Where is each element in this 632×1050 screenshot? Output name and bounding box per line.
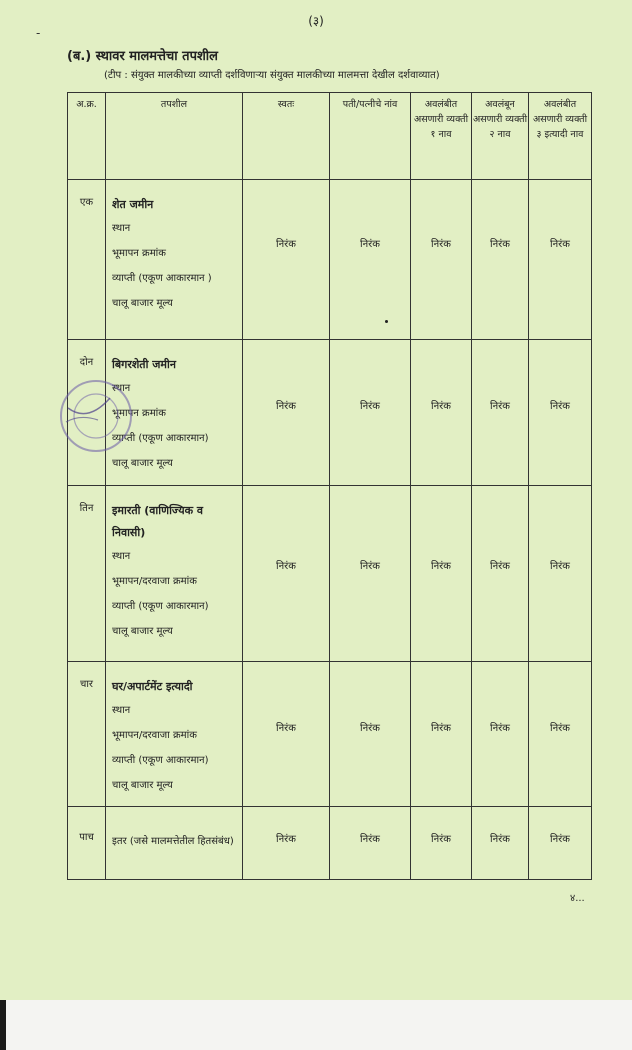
item-field: चालू बाजार मूल्य	[112, 780, 173, 791]
value-text: निरंक	[431, 561, 451, 572]
margin-mark: -	[36, 26, 41, 40]
page-number: (३)	[308, 14, 324, 28]
official-seal-stamp	[58, 378, 134, 454]
value-dependent-3	[529, 180, 592, 340]
item-title: शेत जमीन	[112, 198, 154, 211]
header-dependent-1: अवलंबीत असणारी व्यक्ती १ नाव	[411, 93, 472, 180]
value-text: निरंक	[550, 239, 570, 250]
header-self: स्वतः	[243, 93, 330, 180]
value-dependent-2	[472, 807, 529, 880]
row-details	[106, 807, 243, 880]
value-text: निरंक	[360, 723, 380, 734]
value-self	[243, 340, 330, 486]
value-dependent-2	[472, 180, 529, 340]
row-number: तिन	[68, 486, 106, 662]
value-dependent-3	[529, 340, 592, 486]
item-title: इतर (जसे मालमत्तेतील हितसंबंध)	[112, 836, 234, 847]
value-text: निरंक	[276, 239, 296, 250]
row-number: दोन	[68, 340, 106, 486]
header-spouse: पती/पत्नीचे नांव	[330, 93, 411, 180]
value-text: निरंक	[550, 834, 570, 845]
item-field: चालू बाजार मूल्य	[112, 298, 173, 309]
row-number: चार	[68, 662, 106, 807]
value-text: निरंक	[276, 401, 296, 412]
value-dependent-2	[472, 486, 529, 662]
item-field: भूमापन क्रमांक	[112, 248, 166, 259]
value-text: निरंक	[276, 723, 296, 734]
item-field: स्थान	[112, 705, 131, 716]
value-spouse	[330, 180, 411, 340]
value-spouse	[330, 662, 411, 807]
header-dependent-2: अवलंबून असणारी व्यक्ती २ नाव	[472, 93, 529, 180]
row-number: पाच	[68, 807, 106, 880]
value-text: निरंक	[550, 561, 570, 572]
item-field: चालू बाजार मूल्य	[112, 458, 173, 469]
value-text: निरंक	[360, 239, 380, 250]
value-self	[243, 486, 330, 662]
row-details	[106, 180, 243, 340]
row-details	[106, 486, 243, 662]
value-text: निरंक	[276, 834, 296, 845]
value-spouse	[330, 486, 411, 662]
row-details	[106, 662, 243, 807]
item-field: व्याप्ती (एकूण आकारमान )	[112, 273, 212, 284]
value-text: निरंक	[431, 401, 451, 412]
header-sr-no: अ.क्र.	[68, 93, 106, 180]
item-field: व्याप्ती (एकूण आकारमान)	[112, 433, 209, 444]
value-text: निरंक	[490, 239, 510, 250]
value-dependent-2	[472, 340, 529, 486]
value-dependent-1	[411, 180, 472, 340]
item-field: भूमापन/दरवाजा क्रमांक	[112, 730, 197, 741]
immovable-property-table	[67, 92, 592, 880]
table-row	[68, 180, 592, 340]
section-title: (ब.) स्थावर मालमत्तेचा तपशील	[67, 49, 218, 64]
continuation-marker: ४...	[570, 893, 585, 904]
value-text: निरंक	[431, 239, 451, 250]
value-text: निरंक	[360, 561, 380, 572]
section-note: (टीप : संयुक्त मालकीच्या व्याप्ती दर्शविणाऱ्या संयुक्त मालकीच्या मालमत्ता देखील दर्शवाव्यात)	[104, 70, 440, 81]
item-field: चालू बाजार मूल्य	[112, 626, 173, 637]
table-row	[68, 340, 592, 486]
value-text: निरंक	[550, 723, 570, 734]
value-dependent-3	[529, 486, 592, 662]
value-text: निरंक	[431, 834, 451, 845]
value-text: निरंक	[490, 723, 510, 734]
table-header-row	[68, 93, 592, 180]
item-title: इमारती (वाणिज्यिक व निवासी)	[112, 504, 203, 539]
item-field: स्थान	[112, 223, 131, 234]
scanner-edge	[0, 1000, 6, 1050]
value-text: निरंक	[490, 834, 510, 845]
header-details: तपशील	[106, 93, 243, 180]
value-dependent-3	[529, 807, 592, 880]
value-spouse	[330, 807, 411, 880]
row-number: एक	[68, 180, 106, 340]
item-field: व्याप्ती (एकूण आकारमान)	[112, 755, 209, 766]
item-field: व्याप्ती (एकूण आकारमान)	[112, 601, 209, 612]
table-row	[68, 807, 592, 880]
value-self	[243, 662, 330, 807]
item-field: भूमापन/दरवाजा क्रमांक	[112, 576, 197, 587]
value-dependent-1	[411, 662, 472, 807]
value-text: निरंक	[490, 561, 510, 572]
value-dependent-3	[529, 662, 592, 807]
value-text: निरंक	[360, 834, 380, 845]
item-field: भूमापन क्रमांक	[112, 408, 166, 419]
table-row	[68, 486, 592, 662]
header-dependent-3: अवलंबीत असणारी व्यक्ती ३ इत्यादी नाव	[529, 93, 592, 180]
value-text: निरंक	[431, 723, 451, 734]
value-self	[243, 807, 330, 880]
value-spouse	[330, 340, 411, 486]
value-self	[243, 180, 330, 340]
ink-dot	[385, 320, 388, 323]
value-dependent-1	[411, 486, 472, 662]
item-title: घर/अपार्टमेंट इत्यादी	[112, 680, 193, 693]
value-dependent-2	[472, 662, 529, 807]
value-text: निरंक	[360, 401, 380, 412]
item-field: स्थान	[112, 551, 131, 562]
value-dependent-1	[411, 340, 472, 486]
value-dependent-1	[411, 807, 472, 880]
item-field: स्थान	[112, 383, 131, 394]
value-text: निरंक	[490, 401, 510, 412]
value-text: निरंक	[276, 561, 296, 572]
item-title: बिगरशेती जमीन	[112, 358, 176, 371]
value-text: निरंक	[550, 401, 570, 412]
scanner-margin	[0, 1000, 632, 1050]
table-row	[68, 662, 592, 807]
